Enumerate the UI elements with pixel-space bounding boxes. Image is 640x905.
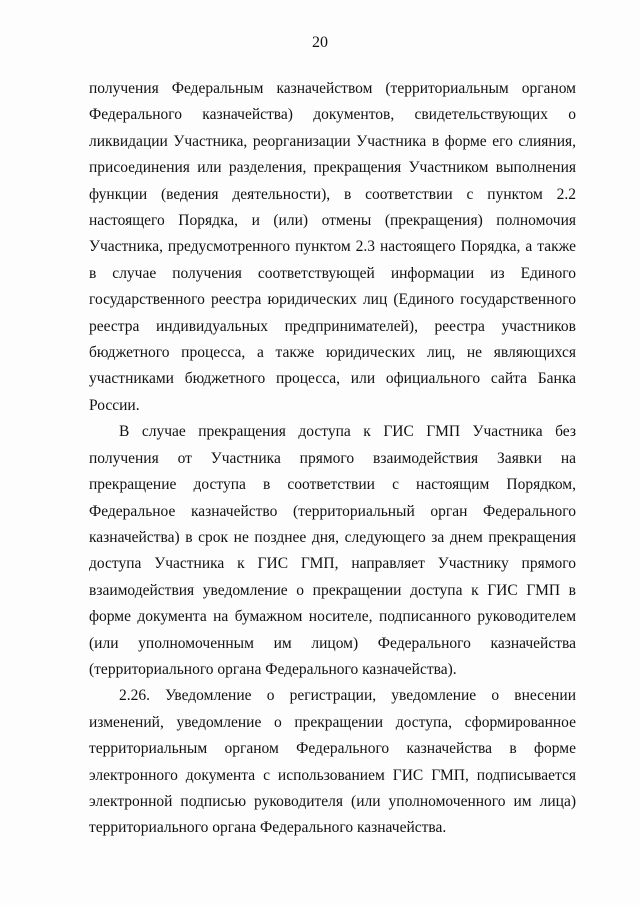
paragraph-access-termination: В случае прекращения доступа к ГИС ГМП Участника без получения от Участника прямого взаимодействия Заявки на прекращение доступа в соответствии с настоящим Порядком, Федеральное казначейство (территориальный орган Федерального казначейства) в срок не позднее дня, следующего за днем прекращения доступа Участника к ГИС ГМП, направляет Участнику прямого взаимодействия уведомление о прекращении доступа к ГИС ГМП в форме документа на бумажном носителе, подписанного руководителем (или уполномоченным им лицом) Федерального казначейства (территориального органа Федерального казначейства). <box>89 423 576 678</box>
paragraph-continuation: получения Федеральным казначейством (территориальным органом Федерального казначейства) документов, свидетельствующих о ликвидации Участника, реорганизации Участника в форме его слияния, присоединения или разделения, прекращения Участником выполнения функции (ведения деятельности), в соответствии с пунктом 2.2 настоящего Порядка, и (или) отмены (прекращения) полномочия Участника, предусмотренного пунктом 2.3 настоящего Порядка, а также в случае получения соответствующей информации из Единого государственного реестра юридических лиц (Единого государственного реестра индивидуальных предпринимателей), реестра участников бюджетного процесса, а также юридических лиц, не являющихся участниками бюджетного процесса, или официального сайта Банка России. <box>89 80 576 414</box>
page-number: 20 <box>312 34 328 51</box>
document-body <box>89 76 576 842</box>
paragraph-2-26: 2.26. Уведомление о регистрации, уведомление о внесении изменений, уведомление о прекращении доступа, сформированное территориальным органом Федерального казначейства в форме электронного документа с использованием ГИС ГМП, подписывается электронной подписью руководителя (или уполномоченного им лица) территориального органа Федерального казначейства. <box>89 687 576 837</box>
